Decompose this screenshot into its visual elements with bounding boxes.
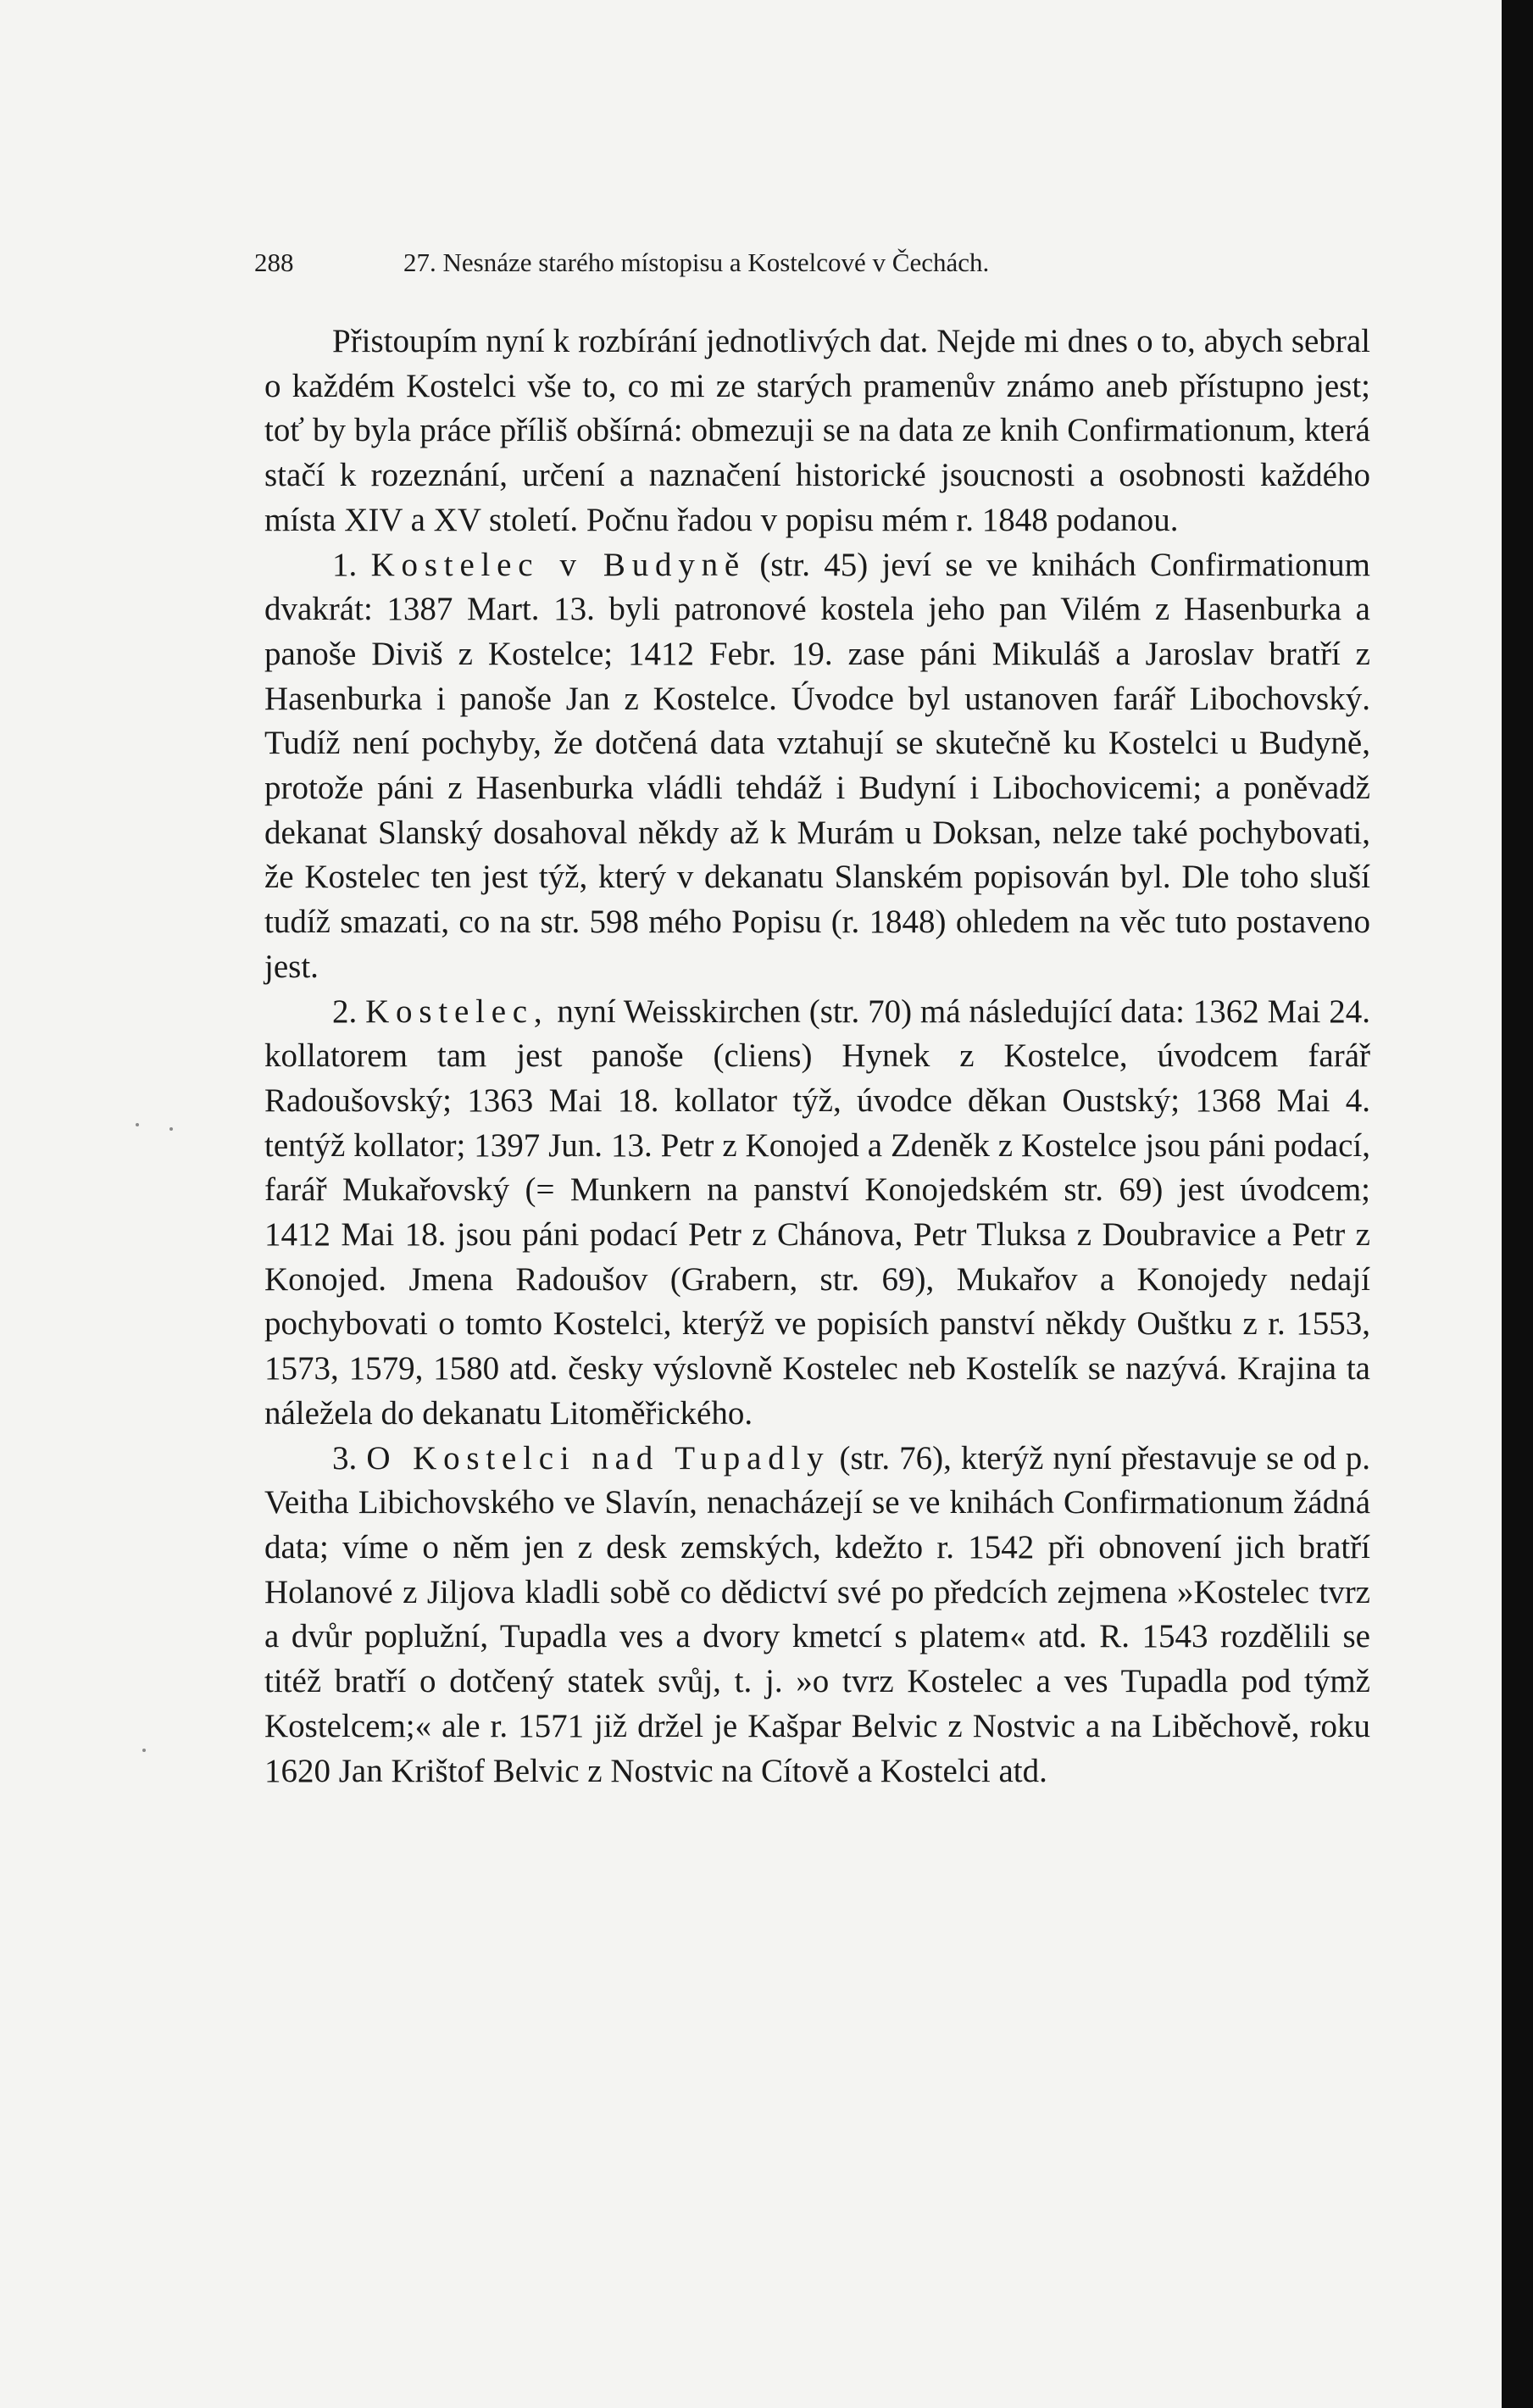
running-title: 27. Nesnáze starého místopisu a Kostelcové v Čechách. bbox=[403, 247, 990, 277]
paragraph-1 bbox=[264, 543, 1370, 990]
item-heading: Kostelec v Budyně bbox=[370, 546, 747, 583]
page-header bbox=[254, 247, 1381, 281]
item-heading: Kostelec, bbox=[365, 993, 549, 1030]
item-number: 1. bbox=[332, 546, 358, 583]
scan-border bbox=[1502, 0, 1533, 2408]
item-number: 2. bbox=[332, 993, 358, 1030]
paragraph-3 bbox=[264, 1437, 1370, 1794]
paragraph-text: Přistoupím nyní k rozbírání jednotlivých dat. Nejde mi dnes o to, abych sebral o každém Kostelci vše to, co mi ze starých pramenův známo aneb přístupno jest; toť by byla práce příliš obšírná: obmezuji se na data ze knih Confirmationum, která stačí k rozeznání, určení a naznačení historické jsoucnosti a osobnosti každého místa XIV a XV století. Počnu řadou v popisu mém r. 1848 podanou. bbox=[264, 323, 1370, 538]
paragraph-text: (str. 76), kterýž nyní přestavuje se od p. Veitha Libichovského ve Slavín, nenacházejí se ve knihách Confirmationum žádná data; víme o něm jen z desk zemských, kdežto r. 1542 při obnovení jich bratří Holanové z Jiljova kladli sobě co dědictví své po předcích zejmena »Kostelec tvrz a dvůr poplužní, Tupadla ves a dvory kmetcí s platem« atd. R. 1543 rozdělili se titéž bratří o dotčený statek svůj, t. j. »o tvrz Kostelec a ves Tupadla pod týmž Kostelcem;« ale r. 1571 již držel je Kašpar Belvic z Nostvic a na Liběchově, roku 1620 Jan Krištof Belvic z Nostvic na Cítově a Kostelci atd. bbox=[264, 1439, 1371, 1789]
paragraph-text: nyní Weisskirchen (str. 70) má následující data: 1362 Mai 24. kollatorem tam jest panoše (cliens) Hynek z Kostelce, úvodcem farář Radoušovský; 1363 Mai 18. kollator týž, úvodce děkan Oustský; 1368 Mai 4. tentýž kollator; 1397 Jun. 13. Petr z Konojed a Zdeněk z Kostelce jsou páni podací, farář Mukařovský (= Munkern na panství Konojedském str. 69) jest úvodcem; 1412 Mai 18. jsou páni podací Petr z Chánova, Petr Tluksa z Doubravice a Petr z Konojed. Jmena Radoušov (Grabern, str. 69), Mukařov a Konojedy nedají pochybovati o tomto Kostelci, kterýž ve popisích panství někdy Ouštku z r. 1553, 1573, 1579, 1580 atd. česky výslovně Kostelec neb Kostelík se nazývá. Krajina ta náležela do dekanatu Litoměřického. bbox=[264, 993, 1371, 1432]
paragraph-text: (str. 45) jeví se ve knihách Confirmationum dvakrát: 1387 Mart. 13. byli patronové kostela jeho pan Vilém z Hasenburka a panoše Diviš z Kostelce; 1412 Febr. 19. zase páni Mikuláš a Jaroslav bratří z Hasenburka i panoše Jan z Kostelce. Úvodce byl ustanoven farář Libochovský. Tudíž není pochyby, že dotčená data vztahují se skutečně ku Kostelci u Budyně, protože páni z Hasenburka vládli tehdáž i Budyní i Libochovicemi; a poněvadž dekanat Slanský dosahoval někdy až k Murám u Doksan, nelze také pochybovati, že Kostelec ten jest týž, který v dekanatu Slanském popisován byl. Dle toho sluší tudíž smazati, co na str. 598 mého Popisu (r. 1848) ohledem na věc tuto postaveno jest. bbox=[264, 546, 1370, 985]
body-text bbox=[264, 320, 1370, 1793]
scan-speck bbox=[142, 1749, 146, 1752]
page-number: 288 bbox=[254, 247, 294, 277]
paragraph-intro bbox=[264, 320, 1370, 543]
item-number: 3. bbox=[332, 1439, 358, 1476]
scan-speck bbox=[169, 1127, 173, 1131]
item-heading: O Kostelci nad Tupadly bbox=[366, 1439, 830, 1476]
scan-speck bbox=[136, 1123, 139, 1126]
paragraph-2 bbox=[264, 990, 1370, 1437]
